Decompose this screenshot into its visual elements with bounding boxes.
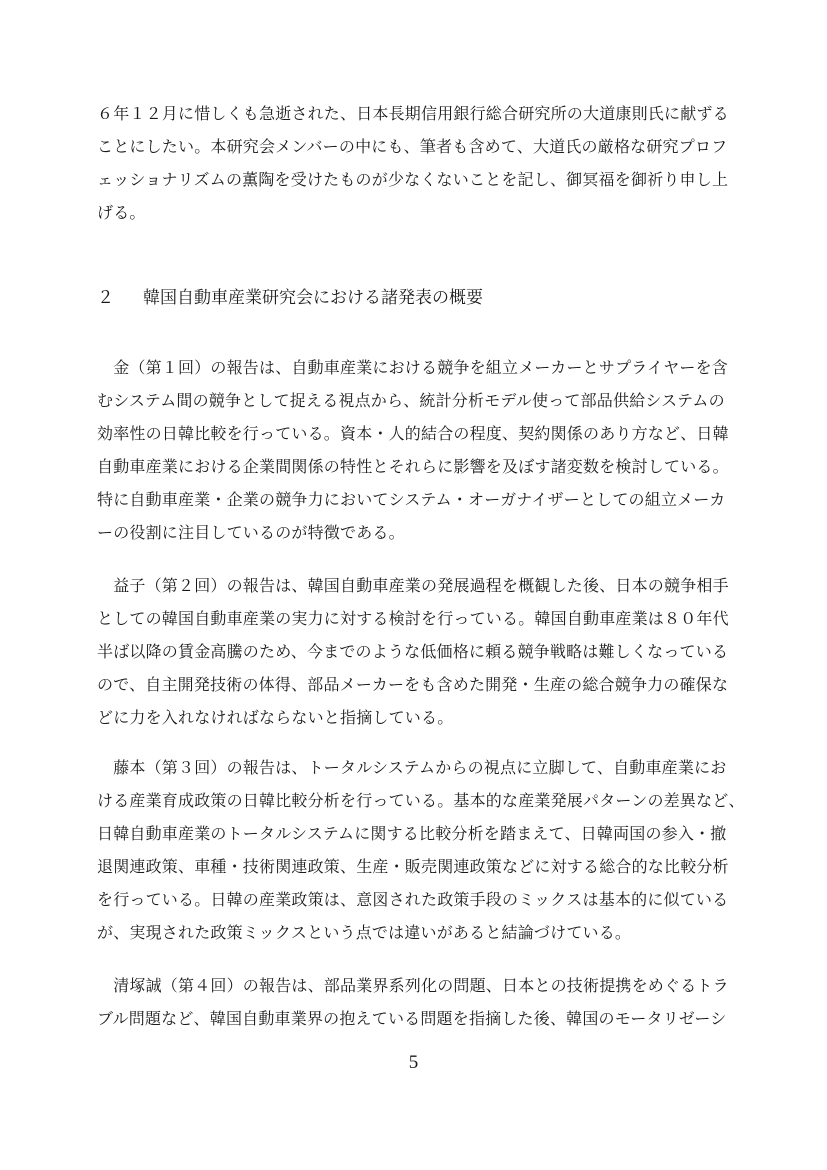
text-line: どに力を入れなければならないと指摘している。 <box>97 708 454 727</box>
paragraph-mashiko <box>97 569 747 734</box>
text-line: 特に自動車産業・企業の競争力においてシステム・オーガナイザーとしての組立メーカ <box>97 490 726 509</box>
text-line: ェッショナリズムの薫陶を受けたものが少なくないことを記し、御冥福を御祈り申し上 <box>97 170 729 189</box>
paragraph-kiyozuka <box>97 969 747 1035</box>
text-line: ６年１２月に惜しくも急逝された、日本長期信用銀行総合研究所の大道康則氏に献ずる <box>97 104 729 123</box>
text-line: 半ば以降の賃金高騰のため、今までのような低価格に頼る競争戦略は難しくなっている <box>97 642 729 661</box>
text-line: 自動車産業における企業間関係の特性とそれらに影響を及ぼす諸変数を検討している。 <box>97 457 729 476</box>
text-line: ーの役割に注目しているのが特徴である。 <box>97 523 405 542</box>
page-number: 5 <box>408 1052 419 1073</box>
text-line: むシステム間の競争として捉える視点から、統計分析モデル使って部品供給システムの <box>97 391 725 410</box>
section-number: ２ <box>97 288 114 308</box>
text-line: が、実現された政策ミックスという点では違いがあると結論づけている。 <box>97 923 632 942</box>
text-line: 日韓自動車産業のトータルシステムに関する比較分析を踏まえて、日韓両国の参入・撤 <box>97 824 727 843</box>
text-line: 退関連政策、車種・技術関連政策、生産・販売関連政策などに対する総合的な比較分析 <box>97 857 729 876</box>
text-line: ことにしたい。本研究会メンバーの中にも、筆者も含めて、大道氏の厳格な研究プロフ <box>97 137 728 156</box>
text-line: 金（第１回）の報告は、自動車産業における競争を組立メーカーとサプライヤーを含 <box>97 358 729 377</box>
paragraph-fujimoto <box>97 751 747 949</box>
intro-paragraph <box>97 97 747 229</box>
text-line: を行っている。日韓の産業政策は、意図された政策手段のミックスは基本的に似ている <box>97 890 729 909</box>
text-line: 効率性の日韓比較を行っている。資本・人的結合の程度、契約関係のあり方など、日韓 <box>97 424 729 443</box>
text-line: 益子（第２回）の報告は、韓国自動車産業の発展過程を概観した後、日本の競争相手 <box>97 576 729 595</box>
text-line: ブル問題など、韓国自動車業界の抱えている問題を指摘した後、韓国のモータリゼーシ <box>97 1009 727 1028</box>
text-line: げる。 <box>97 203 146 222</box>
text-line: 藤本（第３回）の報告は、トータルシステムからの視点に立脚して、自動車産業にお <box>97 758 727 777</box>
text-line: ける産業育成政策の日韓比較分析を行っている。基本的な産業発展パターンの差異など、 <box>97 791 745 810</box>
paragraph-kim <box>97 351 747 549</box>
text-line: ので、自主開発技術の体得、部品メーカーをも含めた開発・生産の総合競争力の確保な <box>97 675 729 694</box>
section-heading <box>97 283 483 308</box>
text-line: 清塚誠（第４回）の報告は、部品業界系列化の問題、日本との技術提携をめぐるトラ <box>97 976 729 995</box>
section-title: 韓国自動車産業研究会における諸発表の概要 <box>143 288 483 308</box>
text-line: としての韓国自動車産業の実力に対する検討を行っている。韓国自動車産業は８０年代 <box>97 609 729 628</box>
